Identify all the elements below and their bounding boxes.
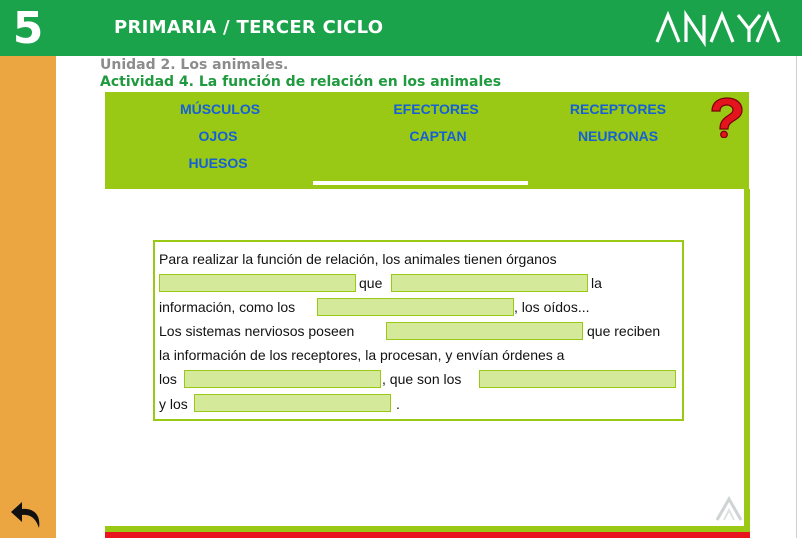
work-area-right-border xyxy=(744,189,750,526)
exercise-word-que: que xyxy=(359,275,383,291)
anaya-mark-icon xyxy=(714,496,744,522)
exercise-line-7b: . xyxy=(396,396,400,412)
word-huesos[interactable]: HUESOS xyxy=(188,155,248,171)
word-ojos[interactable]: OJOS xyxy=(198,128,238,144)
right-border xyxy=(796,56,797,538)
grade-number: 5 xyxy=(12,2,44,54)
blank-7[interactable] xyxy=(194,394,391,412)
word-efectores[interactable]: EFECTORES xyxy=(393,101,479,117)
header-bar xyxy=(0,0,802,56)
bottom-red-bar xyxy=(105,532,750,538)
question-mark-icon[interactable] xyxy=(706,96,746,138)
exercise-line-3a: información, como los xyxy=(159,299,296,315)
exercise-line-7a: y los xyxy=(159,396,188,412)
exercise-line-4b: que reciben xyxy=(587,323,661,339)
word-receptores[interactable]: RECEPTORES xyxy=(569,101,667,117)
activity-title: Actividad 4. La función de relación en los animales xyxy=(100,74,502,90)
back-arrow-icon[interactable] xyxy=(8,495,46,531)
exercise-line-6b: , que son los xyxy=(382,371,462,387)
blank-1[interactable] xyxy=(159,274,356,292)
blank-4[interactable] xyxy=(386,322,583,340)
word-captan[interactable]: CAPTAN xyxy=(409,128,467,144)
unit-title: Unidad 2. Los animales. xyxy=(100,57,289,73)
exercise-text-box xyxy=(153,240,684,421)
side-bar xyxy=(0,56,56,538)
blank-2[interactable] xyxy=(391,274,588,292)
exercise-line-3b: , los oídos... xyxy=(514,299,590,315)
word-bank-underline xyxy=(313,181,528,185)
blank-6[interactable] xyxy=(479,370,676,388)
exercise-line-6a: los xyxy=(159,371,177,387)
blank-5[interactable] xyxy=(184,370,381,388)
exercise-line-1: Para realizar la función de relación, los animales tienen órganos xyxy=(159,251,557,267)
anaya-logo xyxy=(654,9,782,47)
exercise-line-5: la información de los receptores, la procesan, y envían órdenes a xyxy=(159,347,565,363)
exercise-line-4a: Los sistemas nerviosos poseen xyxy=(159,323,355,339)
word-neuronas[interactable]: NEURONAS xyxy=(577,128,659,144)
word-bank xyxy=(105,92,749,189)
header-title: PRIMARIA / TERCER CICLO xyxy=(114,17,384,38)
exercise-word-la: la xyxy=(591,275,602,291)
word-musculos[interactable]: MÚSCULOS xyxy=(179,101,261,117)
blank-3[interactable] xyxy=(317,298,514,316)
